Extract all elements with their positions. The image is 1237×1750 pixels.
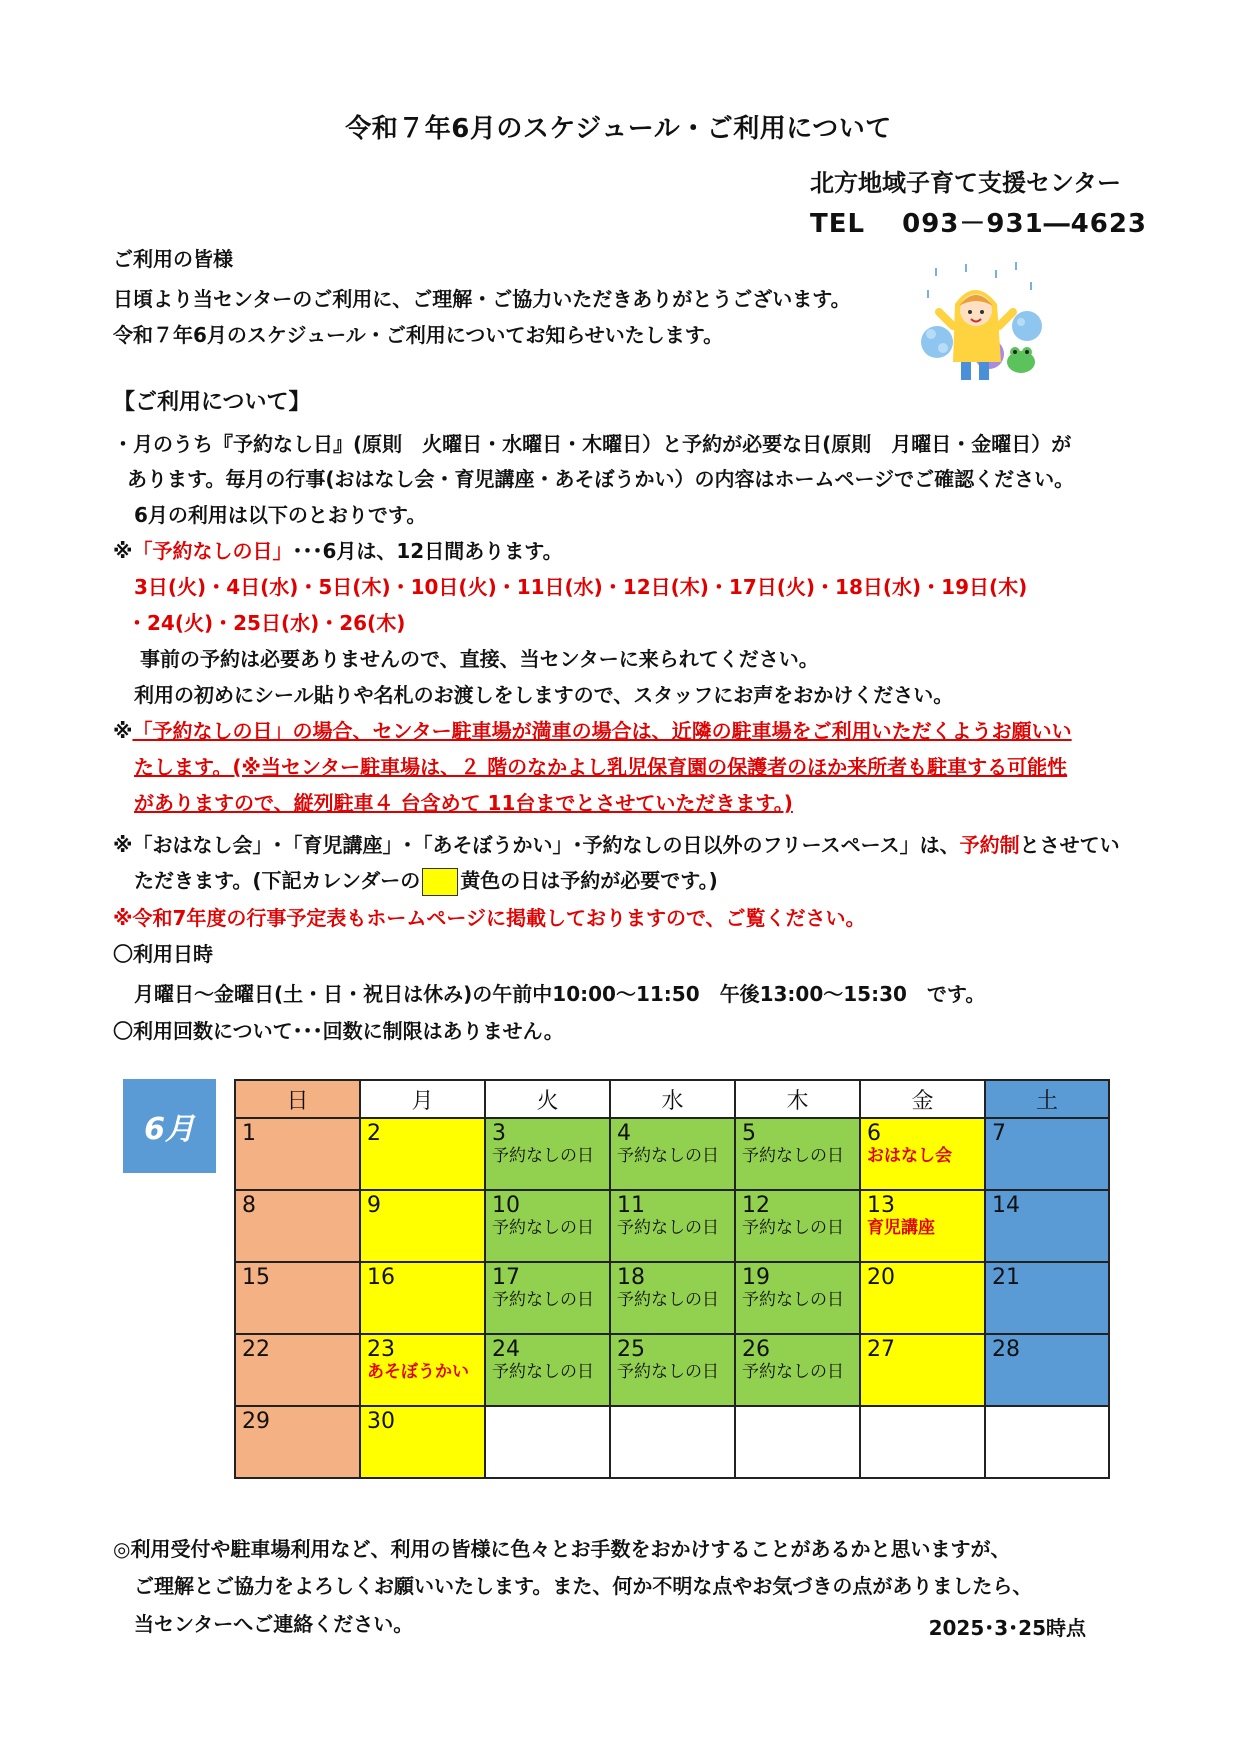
note-mark: ※ [113,719,133,743]
day-number: 6 [867,1121,881,1146]
calendar-day-cell [735,1406,860,1478]
calendar-day-cell [735,1118,860,1190]
day-number: 1 [242,1121,256,1146]
weekday-header: 土 [985,1080,1109,1118]
calendar-day-cell [610,1334,735,1406]
no-reservation-dates-1: 3日(火)・4日(水)・5日(木)・10日(火)・11日(水)・12日(木)・17日(火)・18日(水)・19日(木) [134,575,1028,599]
calendar-day-cell [235,1190,360,1262]
yellow-swatch [422,868,458,896]
calendar-day-cell [485,1118,610,1190]
usage-paragraph-1a: ・月のうち『予約なし日』(原則 火曜日・水曜日・木曜日）と予約が必要な日(原則 月曜日・金曜日）が [113,432,1072,456]
day-event: 予約なしの日 [742,1218,844,1238]
calendar-week [235,1118,1109,1190]
calendar-week [235,1262,1109,1334]
day-number: 30 [367,1409,395,1434]
weekday-header: 水 [610,1080,735,1118]
page-title: 令和７年6月のスケジュール・ご利用について [345,114,892,144]
reservation-text-2a: ただきます。(下記カレンダーの [134,868,421,893]
calendar [234,1079,1110,1479]
day-number: 5 [742,1121,756,1146]
calendar-day-cell [860,1190,985,1262]
calendar-day-cell [235,1406,360,1478]
parking-note-2: たします。(※当センター駐車場は、２ 階のなかよし乳児保育園の保護者のほか来所者も駐車する可能性 [134,755,1068,779]
calendar-day-cell [485,1334,610,1406]
calendar-day-cell [610,1118,735,1190]
day-number: 14 [992,1193,1020,1218]
calendar-day-cell [360,1334,485,1406]
reservation-text-2b: 黄色の日は予約が必要です。) [460,868,718,893]
calendar-day-cell [360,1406,485,1478]
no-reservation-count-note [113,539,563,563]
day-number [486,1407,609,1410]
day-number: 11 [617,1193,645,1218]
day-number [736,1407,859,1410]
day-number: 26 [742,1337,770,1362]
day-number: 27 [867,1337,895,1362]
usage-paragraph-1c: 6月の利用は以下のとおりです。 [134,503,427,527]
parking-note-3: がありますので、縦列駐車４ 台含めて 11台までとさせていただきます。) [134,791,793,815]
calendar-week [235,1406,1109,1478]
day-event: 予約なしの日 [492,1290,594,1310]
weekday-header: 月 [360,1080,485,1118]
parking-text-1: 「予約なしの日」の場合、センター駐車場が満車の場合は、近隣の駐車場をご利用いただくようお願いい [132,719,1072,743]
calendar-day-cell [985,1190,1109,1262]
day-number: 4 [617,1121,631,1146]
calendar-week [235,1190,1109,1262]
calendar-day-cell [235,1118,360,1190]
parking-note-1 [113,719,1072,743]
calendar-day-cell [235,1262,360,1334]
day-number: 21 [992,1265,1020,1290]
calendar-day-cell [860,1262,985,1334]
no-reservation-day-label: 「予約なしの日」 [132,539,293,563]
day-event: 予約なしの日 [742,1362,844,1382]
homepage-note: ※令和7年度の行事予定表もホームページに掲載しておりますので、ご覧ください。 [113,906,866,930]
calendar-day-cell [985,1118,1109,1190]
day-number: 13 [867,1193,895,1218]
footer-line-3: 当センターへご連絡ください。 [134,1612,414,1636]
day-number: 12 [742,1193,770,1218]
child-in-raincoat-with-hydrangea-and-frog-icon [915,262,1045,394]
day-number: 9 [367,1193,381,1218]
calendar-day-cell [610,1190,735,1262]
calendar-day-cell [360,1118,485,1190]
day-number [986,1407,1108,1410]
calendar-day-cell [860,1406,985,1478]
day-number: 17 [492,1265,520,1290]
calendar-day-cell [235,1334,360,1406]
day-event: 予約なしの日 [617,1290,719,1310]
footer-line-1: ◎利用受付や駐車場利用など、利用の皆様に色々とお手数をおかけすることがあるかと思いますが、 [113,1537,1011,1561]
organization-name: 北方地域子育て支援センター [810,169,1122,197]
month-label: 6月 [123,1079,216,1173]
day-event: おはなし会 [867,1146,952,1166]
no-reservation-dates-2: ・24(火)・25日(水)・26(木) [127,611,406,635]
day-number: 15 [242,1265,270,1290]
calendar-day-cell [610,1406,735,1478]
opening-hours: 月曜日～金曜日(土・日・祝日は休み)の午前中10:00～11:50 午後13:00～15:30 です。 [134,982,986,1006]
usage-heading: 【ご利用について】 [113,390,311,415]
calendar-day-cell [860,1118,985,1190]
calendar-day-cell [735,1334,860,1406]
reservation-note-2 [134,868,718,896]
day-event: 予約なしの日 [742,1290,844,1310]
calendar-day-cell [485,1262,610,1334]
calendar-day-cell [485,1190,610,1262]
calendar-day-cell [360,1262,485,1334]
day-number: 16 [367,1265,395,1290]
day-event: 予約なしの日 [492,1146,594,1166]
day-event: あそぼうかい [367,1362,469,1382]
reservation-text-c: とさせてい [1019,833,1120,857]
day-number: 28 [992,1337,1020,1362]
weekday-header: 金 [860,1080,985,1118]
reservation-note-1 [113,833,1120,857]
usage-paragraph-1b: あります。毎月の行事(おはなし会・育児講座・あそぼうかい）の内容はホームページでご確認ください。 [127,467,1075,491]
calendar-day-cell [485,1406,610,1478]
weekday-header: 火 [485,1080,610,1118]
day-number: 7 [992,1121,1006,1146]
weekday-header: 木 [735,1080,860,1118]
no-reservation-count: ･･･6月は、12日間あります。 [292,539,563,563]
calendar-day-cell [610,1262,735,1334]
day-number [611,1407,734,1410]
calendar-day-cell [360,1190,485,1262]
day-event: 育児講座 [867,1218,935,1238]
note-mark: ※ [113,539,133,563]
telephone-number: TEL 093－931―4623 [810,209,1148,239]
calendar-day-cell [735,1190,860,1262]
day-event: 予約なしの日 [492,1218,594,1238]
day-number: 19 [742,1265,770,1290]
calendar-day-cell [735,1262,860,1334]
day-event: 予約なしの日 [492,1362,594,1382]
day-number: 3 [492,1121,506,1146]
day-number: 18 [617,1265,645,1290]
calendar-day-cell [985,1334,1109,1406]
day-number: 2 [367,1121,381,1146]
hours-heading: 〇利用日時 [113,942,213,966]
day-number: 23 [367,1337,395,1362]
day-number: 10 [492,1193,520,1218]
salutation: ご利用の皆様 [113,247,233,271]
day-number: 29 [242,1409,270,1434]
footer-line-2: ご理解とご協力をよろしくお願いいたします。また、何か不明な点やお気づきの点がありましたら、 [134,1574,1033,1598]
calendar-day-cell [985,1262,1109,1334]
intro-line-1: 日頃より当センターのご利用に、ご理解・ご協力いただきありがとうございます。 [113,287,851,311]
weekday-header: 日 [235,1080,360,1118]
day-event: 予約なしの日 [617,1146,719,1166]
day-event: 予約なしの日 [617,1362,719,1382]
intro-line-2: 令和７年6月のスケジュール・ご利用についてお知らせいたします。 [113,323,724,347]
day-event: 予約なしの日 [742,1146,844,1166]
day-number [861,1407,984,1410]
day-number: 8 [242,1193,256,1218]
calendar-week [235,1334,1109,1406]
as-of-date: 2025･3･25時点 [928,1616,1086,1640]
no-reservation-info-1: 事前の予約は必要ありませんので、直接、当センターに来られてください。 [140,647,819,671]
day-number: 24 [492,1337,520,1362]
no-reservation-info-2: 利用の初めにシール貼りや名札のお渡しをしますので、スタッフにお声をおかけください。 [134,683,954,707]
usage-count-note: 〇利用回数について･･･回数に制限はありません。 [113,1019,564,1043]
day-number: 20 [867,1265,895,1290]
day-event: 予約なしの日 [617,1218,719,1238]
day-number: 25 [617,1337,645,1362]
calendar-day-cell [860,1334,985,1406]
calendar-day-cell [985,1406,1109,1478]
reservation-system-label: 予約制 [959,833,1020,857]
reservation-text-a: ※「おはなし会」･「育児講座」･「あそぼうかい」･予約なしの日以外のフリースペース」は、 [113,833,960,857]
day-number: 22 [242,1337,270,1362]
